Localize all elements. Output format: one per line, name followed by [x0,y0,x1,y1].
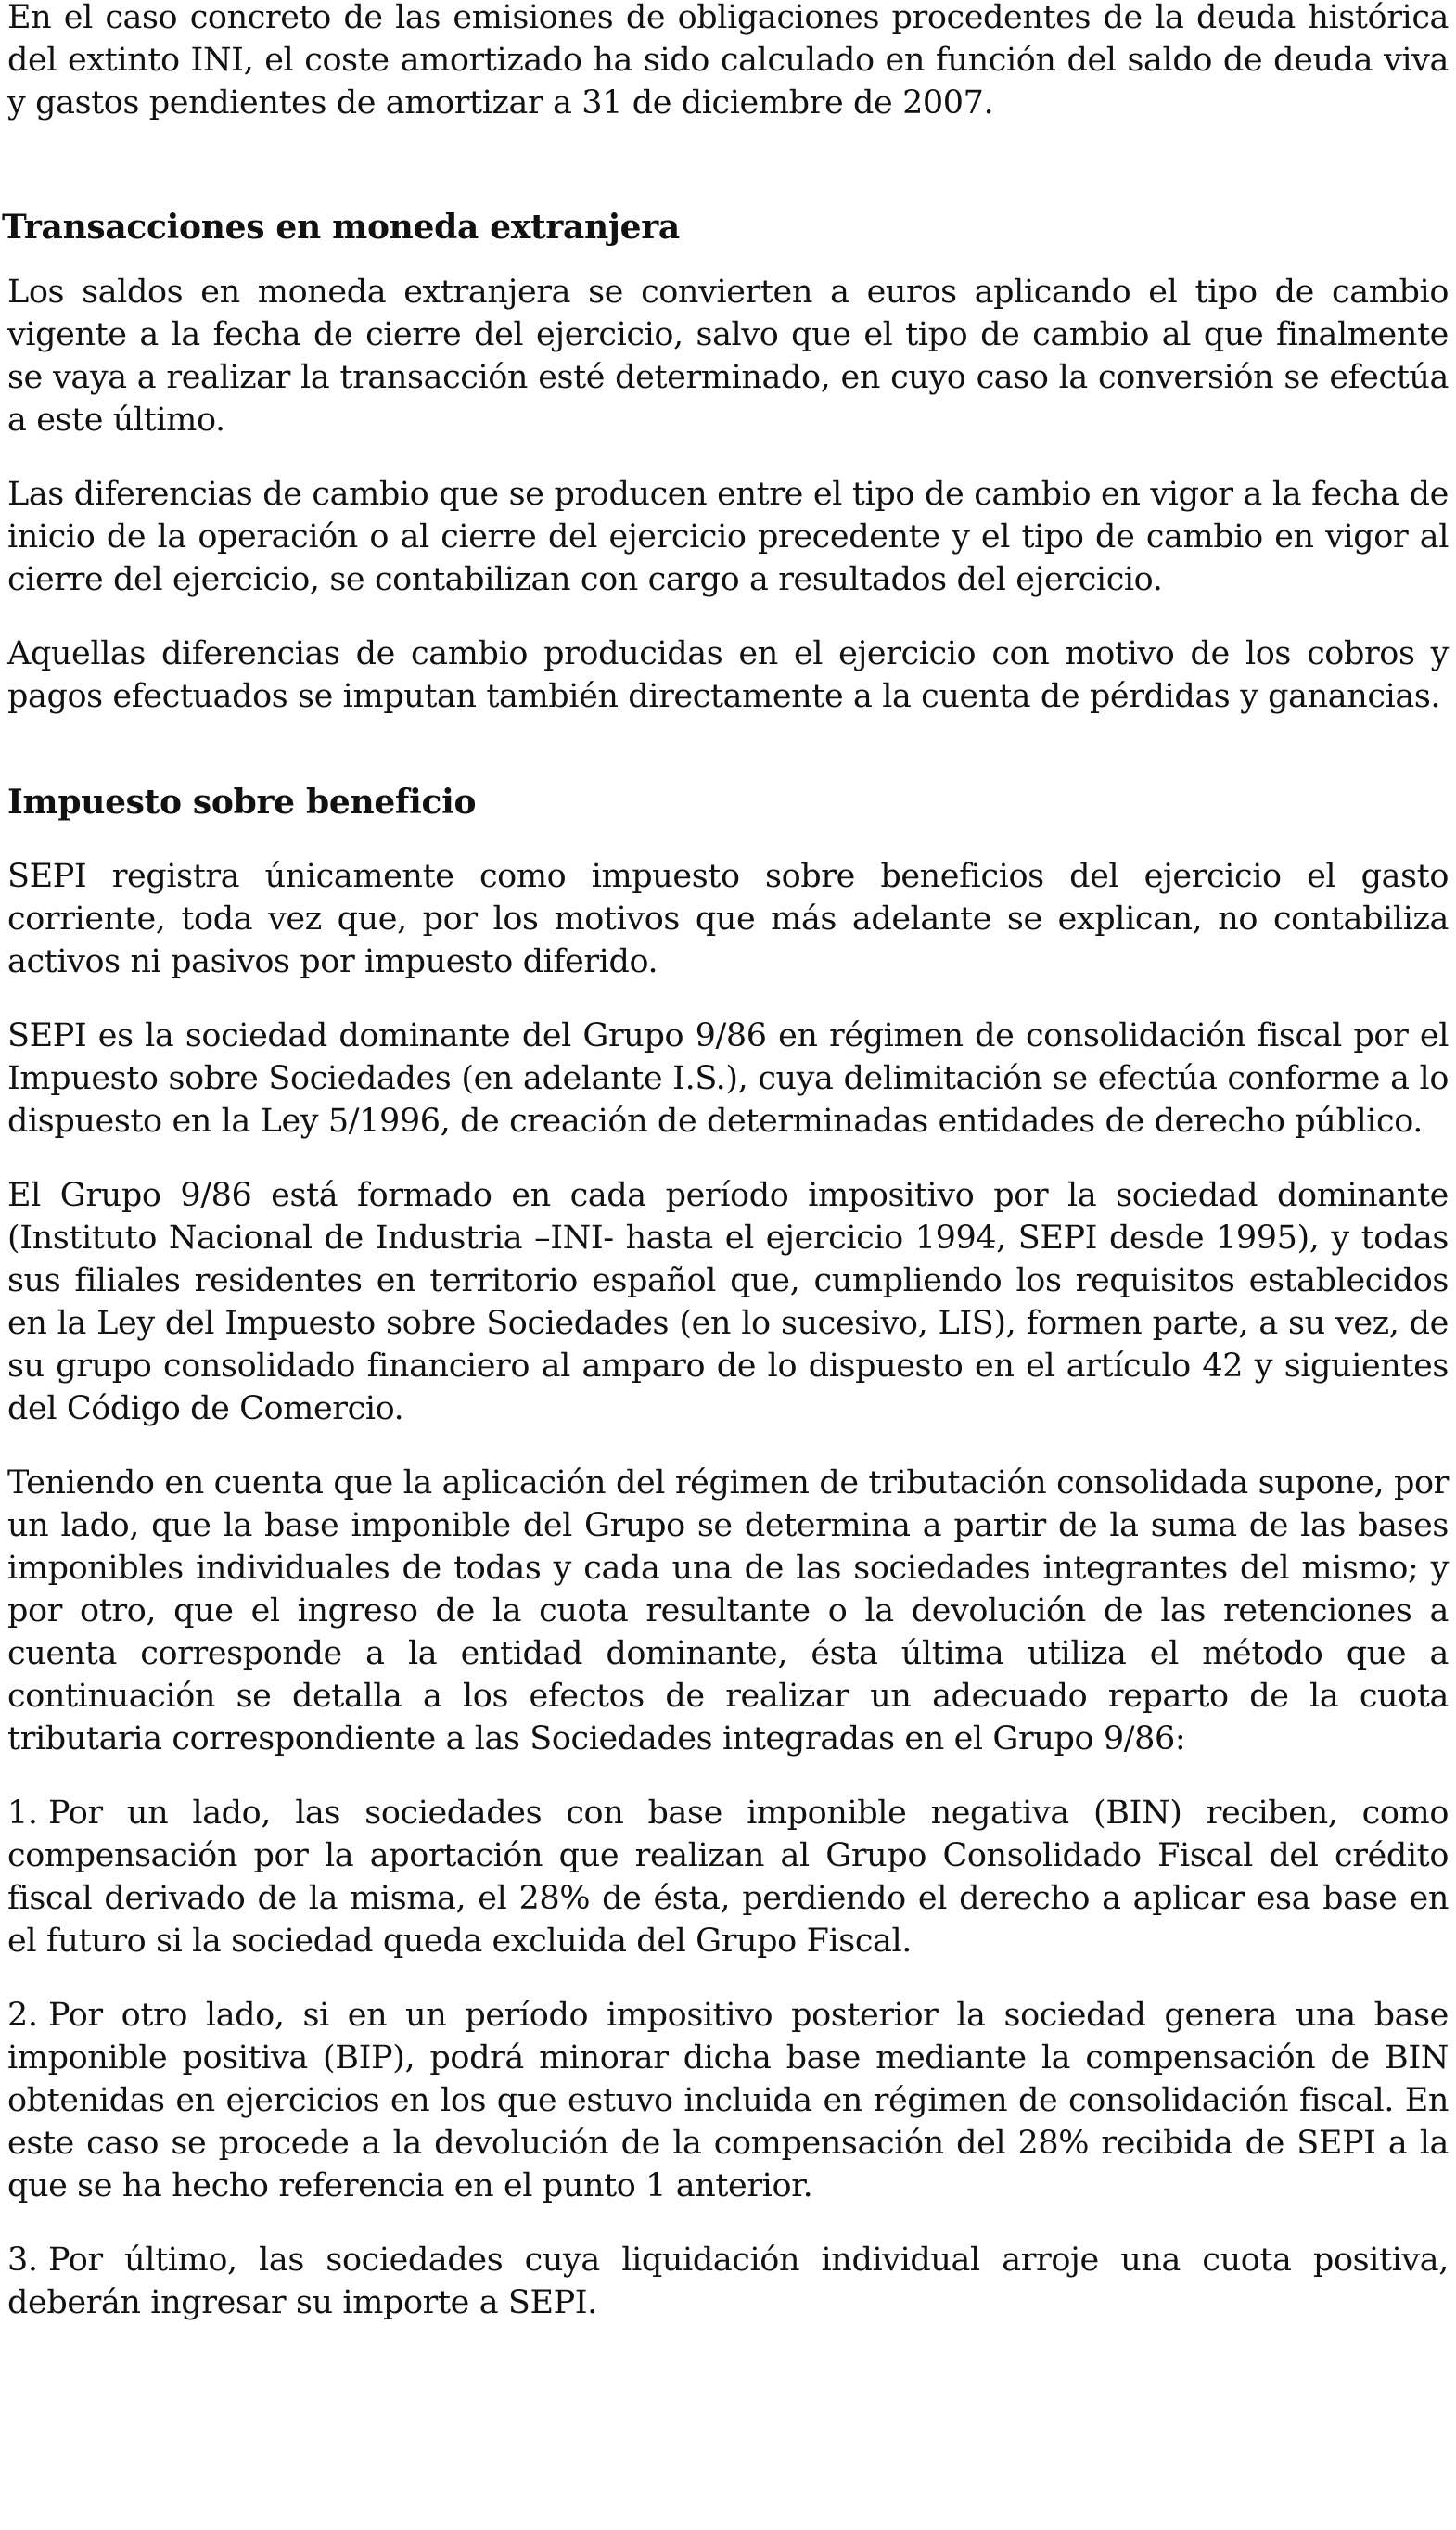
list-item-3 [7,2239,1449,2324]
paragraph-impuesto-3: El Grupo 9/86 está formado en cada período impositivo por la sociedad dominante (Instituto Nacional de Industria –INI- hasta el ejercicio 1994, SEPI desde 1995), y todas sus filiales residentes en territorio español que, cumpliendo los requisitos establecidos en la Ley del Impuesto sobre Sociedades (en lo sucesivo, LIS), formen parte, a su vez, de su grupo consolidado financiero al amparo de lo dispuesto en el artículo 42 y siguientes del Código de Comercio. [7,1177,1449,1427]
paragraph-impuesto-4: Teniendo en cuenta que la aplicación del régimen de tributación consolidada supone, por un lado, que la base imponible del Grupo se determina a partir de la suma de las bases imponibles individuales de todas y cada una de las sociedades integrantes del mismo; y por otro, que el ingreso de la cuota resultante o la devolución de las retenciones a cuenta corresponde a la entidad dominante, ésta última utiliza el método que a continuación se detalla a los efectos de realizar un adecuado reparto de la cuota tributaria correspondiente a las Sociedades integradas en el Grupo 9/86: [7,1464,1449,1757]
paragraph-impuesto-1: SEPI registra únicamente como impuesto sobre beneficios del ejercicio el gasto corriente, toda vez que, por los motivos que más adelante se explican, no contabiliza activos ni pasivos por impuesto diferido. [7,858,1449,980]
list-item-text: Por un lado, las sociedades con base imponible negativa (BIN) reciben, como compensación por la aportación que realizan al Grupo Consolidado Fiscal del crédito fiscal derivado de la misma, el 28% de ésta, perdiendo el derecho a aplicar esa base en el futuro si la sociedad queda excluida del Grupo Fiscal. [7,1795,1449,1960]
heading-impuesto: Impuesto sobre beneficio [7,783,477,822]
paragraph-transacciones-3: Aquellas diferencias de cambio producidas en el ejercicio con motivo de los cobros y pagos efectuados se imputan también directamente a la cuenta de pérdidas y ganancias. [7,635,1449,715]
list-item-1 [7,1792,1449,1962]
list-item-text: Por otro lado, si en un período impositivo posterior la sociedad genera una base imponible positiva (BIP), podrá minorar dicha base mediante la compensación de BIN obtenidas en ejercicios en los que estuvo incluida en régimen de consolidación fiscal. En este caso se procede a la devolución de la compensación del 28% recibida de SEPI a la que se ha hecho referencia en el punto 1 anterior. [7,1997,1449,2204]
paragraph-impuesto-2: SEPI es la sociedad dominante del Grupo 9/86 en régimen de consolidación fiscal por el Impuesto sobre Sociedades (en adelante I.S.), cuya delimitación se efectúa conforme a lo dispuesto en la Ley 5/1996, de creación de determinadas entidades de derecho público. [7,1017,1449,1140]
paragraph-transacciones-2: Las diferencias de cambio que se producen entre el tipo de cambio en vigor a la fecha de inicio de la operación o al cierre del ejercicio precedente y el tipo de cambio en vigor al cierre del ejercicio, se contabilizan con cargo a resultados del ejercicio. [7,476,1449,598]
paragraph-intro: En el caso concreto de las emisiones de obligaciones procedentes de la deuda histórica del extinto INI, el coste amortizado ha sido calculado en función del saldo de deuda viva y gastos pendientes de amortizar a 31 de diciembre de 2007. [7,0,1449,121]
list-number: 1. [7,1795,38,1832]
heading-transacciones: Transacciones en moneda extranjera [2,208,680,247]
paragraph-transacciones-1: Los saldos en moneda extranjera se convierten a euros aplicando el tipo de cambio vigente a la fecha de cierre del ejercicio, salvo que el tipo de cambio al que finalmente se vaya a realizar la transacción esté determinado, en cuyo caso la conversión se efectúa a este último. [7,274,1449,439]
list-item-2 [7,1994,1449,2207]
list-number: 2. [7,1997,38,2034]
list-item-text: Por último, las sociedades cuya liquidación individual arroje una cuota positiva, deberán ingresar su importe a SEPI. [7,2242,1449,2321]
list-number: 3. [7,2242,38,2279]
